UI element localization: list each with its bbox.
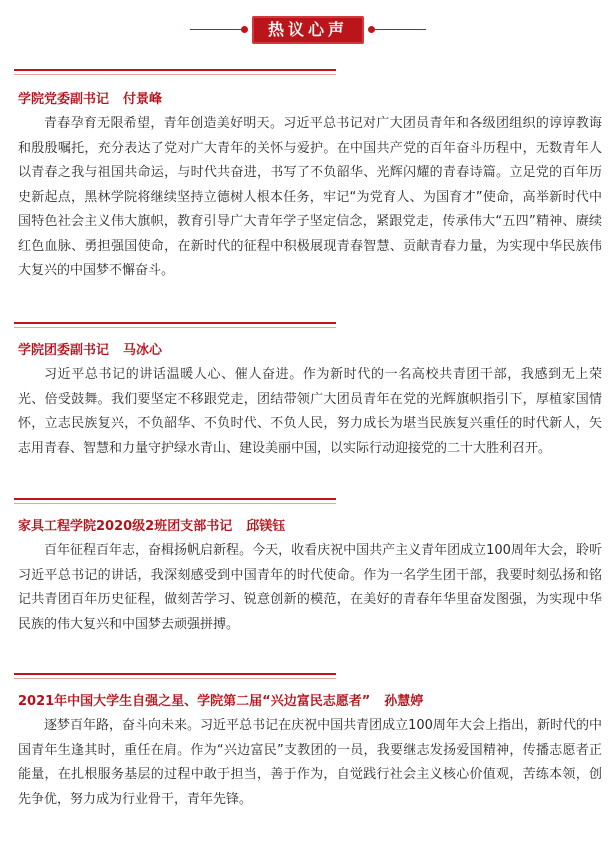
speech-block-1 bbox=[18, 90, 602, 284]
speaker-line bbox=[18, 517, 602, 537]
speech-text: 百年征程百年志，奋楫扬帆启新程。今天，收看庆祝中国共产主义青年团成立100周年大会，聆听习近平总书记的讲话，我深刻感受到中国青年的时代使命。作为一名学生团干部，我要时刻弘扬和铭记共青团百年历史征程，做刻苦学习、锐意创新的模范，在美好的青春年华里奋发图强，为实现中华民族的伟大复兴和中国梦去顽强拼搏。 bbox=[18, 543, 602, 632]
speaker-line bbox=[18, 90, 602, 110]
speaker-line bbox=[18, 692, 602, 712]
speaker-name: 马冰心 bbox=[123, 343, 163, 358]
speech-text: 逐梦百年路，奋斗向未来。习近平总书记在庆祝中国共青团成立100周年大会上指出，新时代的中国青年生逢其时，重任在肩。作为“兴边富民”支教团的一员，我要继志发扬爱国精神，传播志愿者正能量，在扎根服务基层的过程中敢于担当，善于作为，自觉践行社会主义核心价值观，苦练本领，创先争优，努力成为行业骨干，青年先锋。 bbox=[18, 718, 602, 807]
speech-text: 习近平总书记的讲话温暖人心、催人奋进。作为新时代的一名高校共青团干部，我感到无上荣光、倍受鼓舞。我们要坚定不移跟党走，团结带领广大团员青年在党的光辉旗帜指引下，厚植家国情怀，立志民族复兴，不负韶华、不负时代、不负人民，努力成长为堪当民族复兴重任的时代新人，矢志用青春、智慧和力量守护绿水青山、建设美丽中国，以实际行动迎接党的二十大胜利召开。 bbox=[18, 367, 602, 456]
speech-block-4 bbox=[18, 692, 602, 812]
speaker-role: 学院党委副书记 bbox=[18, 92, 110, 107]
section-header bbox=[0, 14, 616, 46]
speaker-line bbox=[18, 341, 602, 361]
speaker-role: 2021年中国大学生自强之星、学院第二届“兴边富民志愿者” bbox=[18, 694, 371, 709]
speaker-role: 学院团委副书记 bbox=[18, 343, 110, 358]
speaker-role: 家具工程学院2020级2班团支部书记 bbox=[18, 519, 233, 534]
speaker-name: 孙慧婷 bbox=[384, 694, 424, 709]
speech-block-3 bbox=[18, 517, 602, 637]
speaker-name: 邱镁钰 bbox=[246, 519, 286, 534]
speech-text: 青春孕育无限希望，青年创造美好明天。习近平总书记对广大团员青年和各级团组织的谆谆教诲和殷殷嘱托，充分表达了党对广大青年的关怀与爱护。在中国共产党的百年奋斗历程中，无数青年人以青春之我与祖国共命运，与时代共奋进，书写了不负韶华、光辉闪耀的青春诗篇。立足党的百年历史新起点，黑林学院将继续坚持立德树人根本任务，牢记“为党育人、为国育才”使命，高举新时代中国特色社会主义伟大旗帜，教育引导广大青年学子坚定信念，紧跟党走，传承伟大“五四”精神、赓续红色血脉、勇担强国使命，在新时代的征程中积极展现青春智慧、贡献青春力量，为实现中华民族伟大复兴的中国梦不懈奋斗。 bbox=[18, 116, 602, 278]
speaker-name: 付景峰 bbox=[123, 92, 163, 107]
header-dot-left bbox=[241, 26, 248, 33]
header-rule-right bbox=[370, 29, 426, 30]
speech-block-2 bbox=[18, 341, 602, 461]
header-rule-left bbox=[190, 29, 246, 30]
header-title: 热议心声 bbox=[252, 16, 364, 44]
